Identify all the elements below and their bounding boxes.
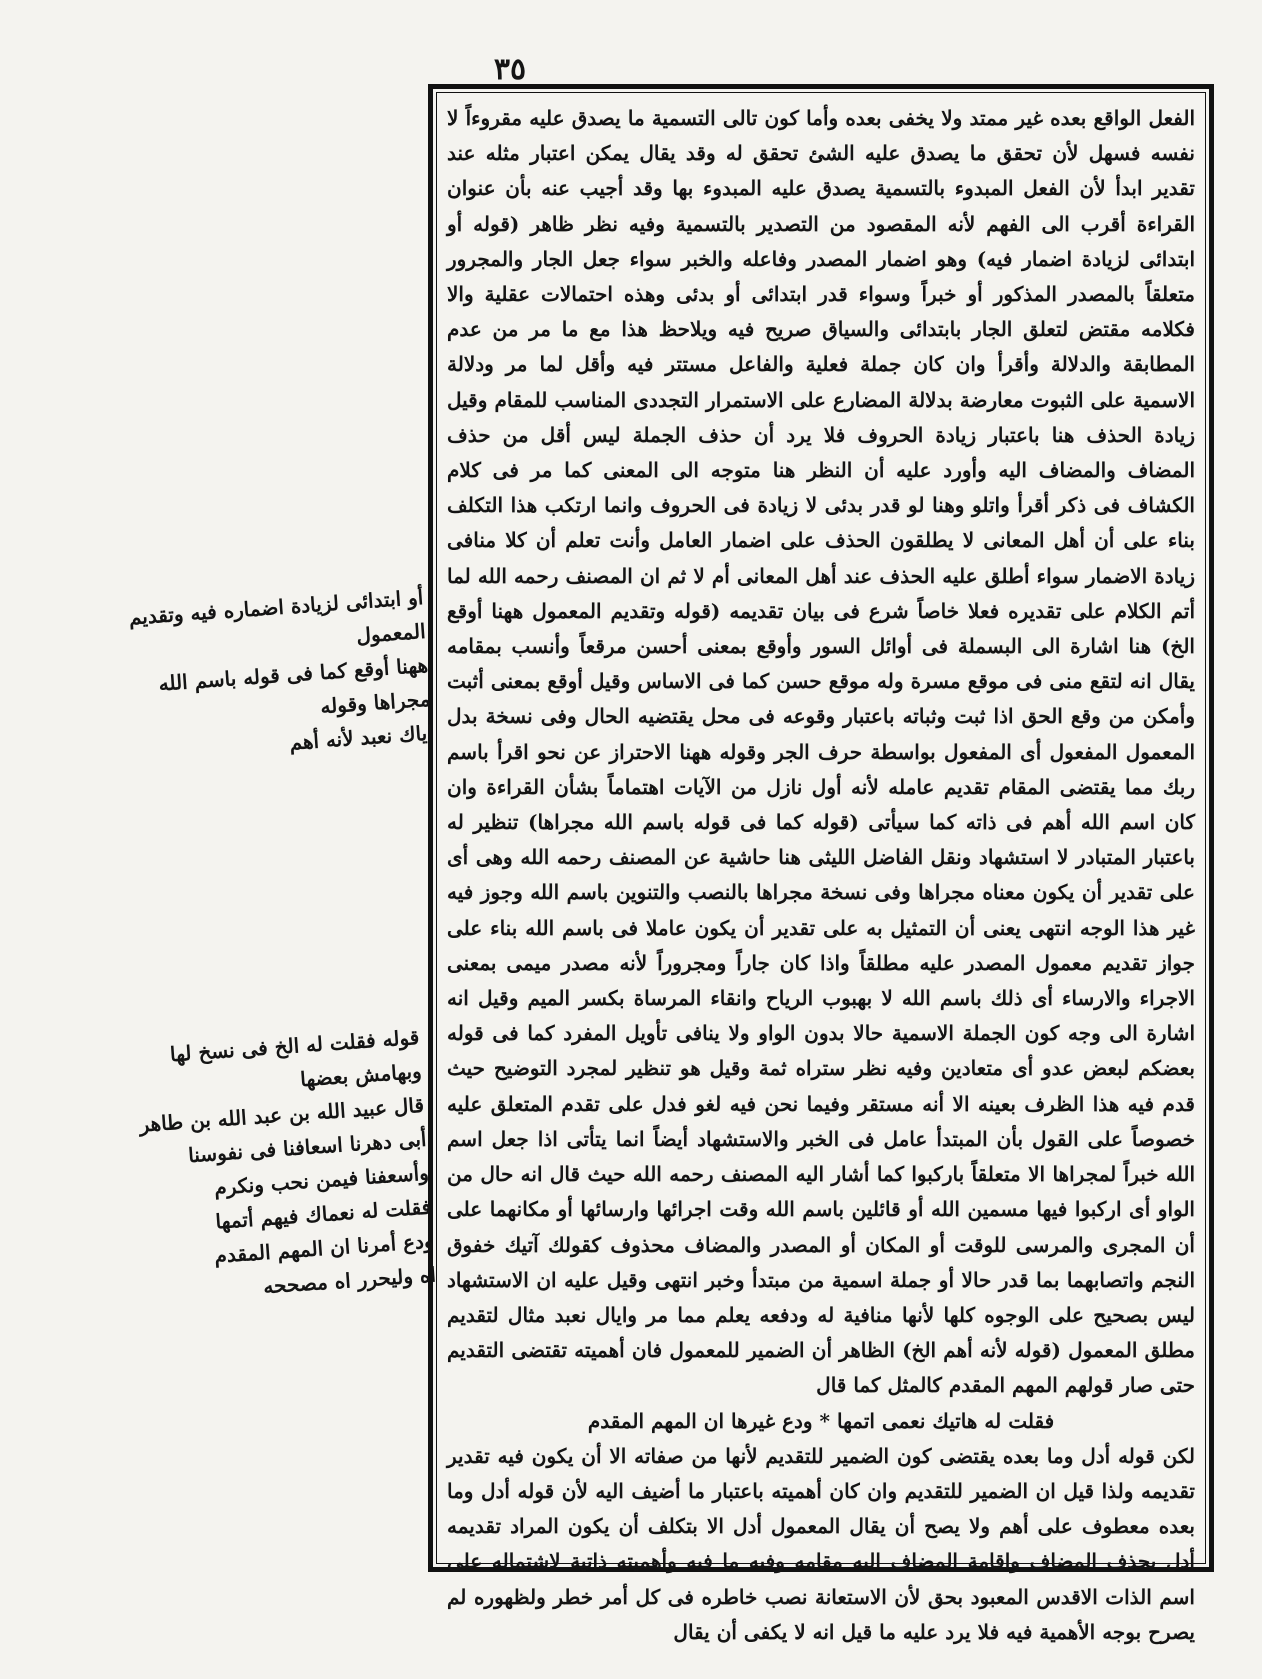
margin-note-line: اه وليحرر اه مصححه xyxy=(262,1262,437,1299)
closing-paragraph: لكن قوله أدل وما بعده يقتضى كون الضمير للتقديم لأنها من صفاته الا أن يكون فيه تقدير تقديمه ولذا قيل ان الضمير للتقديم وان كان أهميته باعتبار ما أضيف اليه لأن قوله أدل وما بعده معطوف على أهم ولا يصح أن يقال المعمول أدل الا بتكلف أن يكون المراد تقديمه أدل بحذف المضاف واقامة المضاف اليه مقامه وفيه ما فيه وأهميته ذاتية لاشتماله على اسم الذات الاقدس المعبود بحق لأن الاستعانة نصب خاطره فى كل أمر خطر ولظهوره لم يصرح بوجه الأهمية فيه فلا يرد عليه ما قيل انه لا يكفى أن يقال xyxy=(447,1443,1195,1644)
margin-note-line: ودع أمرنا ان المهم المقدم xyxy=(213,1228,435,1268)
margin-note-line: فقلت له نعماك فيهم أتمها xyxy=(214,1194,432,1234)
verse-line: فقلت له هاتيك نعمى اتمها * ودع غيرها ان المهم المقدم xyxy=(587,1408,1055,1433)
margin-note-line: أبى دهرنا اسعافنا فى نفوسنا xyxy=(187,1126,428,1168)
main-commentary xyxy=(447,101,1195,1650)
text-frame xyxy=(428,84,1214,1644)
margin-note-line: أو ابتدائى لزيادة اضماره فيه وتقديم المعمول xyxy=(128,584,427,648)
margin-note-line: قال عبيد الله بن عبد الله بن طاهر xyxy=(138,1092,425,1137)
main-paragraph: الفعل الواقع بعده غير ممتد ولا يخفى بعده وأما كون تالى التسمية ما يصدق عليه مقروءاً لا نفسه فسهل لأن تحقق ما يصدق عليه الشئ تحقق له وقد يقال يمكن اعتبار مثله عند تقدير ابدأ لأن الفعل المبدوء بالتسمية يصدق عليه المبدوء بها وقد أجيب عنه بأن عنوان القراءة أقرب الى الفهم لأنه المقصود من التصدير بالتسمية وفيه نظر ظاهر (قوله أو ابتدائى لزيادة اضمار فيه) وهو اضمار المصدر وفاعله والخبر سواء جعل الجار والمجرور متعلقاً بالمصدر المذكور أو خبراً وسواء قدر ابتدائى أو بدئى وهذه احتمالات عقلية والا فكلامه مقتض لتعلق الجار بابتدائى والسياق صريح فيه ويلاحظ هذا مع ما مر من عدم المطابقة والدلالة وأقرأ وان كان جملة فعلية والفاعل مستتر فيه وأقل لما مر ودلالة الاسمية على الثبوت معارضة بدلالة المضارع على الاستمرار التجددى المناسب للمقام وقيل زيادة الحذف هنا باعتبار زيادة الحروف فلا يرد أن حذف الجملة ليس أقل من حذف المضاف والمضاف اليه وأورد عليه أن النظر هنا متوجه الى المعنى كما مر فى كلام الكشاف فى ذكر أقرأ واتلو وهنا لو قدر بدئى لا زيادة فى الحروف وانما ارتكب هذا التكلف بناء على أن أهل المعانى لا يطلقون الحذف على اضمار العامل وأنت تعلم أن كلا منافى زيادة الاضمار سواء أطلق عليه الحذف عند أهل المعانى أم لا ثم ان المصنف رحمه الله لما أتم الكلام على تقديره فعلا خاصاً شرع فى بيان تقديمه (قوله وتقديم المعمول ههنا أوقع الخ) هنا اشارة الى البسملة فى أوائل السور وأوقع بمعنى أحسن مرقعاً وأنسب بمقامه يقال انه لتقع منى فى موقع مسرة وله موقع حسن كما فى الاساس وقيل أوقع بمعنى أثبت وأمكن من وقع الحق اذا ثبت وثباته باعتبار وقوعه فى محل يقتضيه الحال وفى نسخة بدل المعمول المفعول أى المفعول بواسطة حرف الجر وقوله ههنا الاحتراز عن نحو اقرأ باسم ربك مما يقتضى المقام تقديم عامله لأنه أول نازل من الآيات اهتماماً بشأن القراءة وان كان اسم الله أهم فى ذاته كما سيأتى (قوله كما فى قوله باسم الله مجراها) تنظير له باعتبار المتبادر لا استشهاد ونقل الفاضل الليثى هنا حاشية عن المصنف رحمه الله وهى أى على تقدير أن يكون معناه مجراها وفى نسخة مجراها بالنصب والتنوين باسم الله وجوز فيه غير هذا الوجه انتهى يعنى أن التمثيل به على تقدير أن يكون عاملا فى باسم الله بناء على جواز تقديم معمول المصدر عليه مطلقاً واذا كان جاراً ومجروراً لأنه مصدر ميمى بمعنى الاجراء والارساء أى ذلك باسم الله لا بهبوب الرياح وانقاء المرساة بكسر الميم وقيل انه اشارة الى وجه كون الجملة الاسمية حالا بدون الواو ولا ينافى تأويل المفرد كما فى قوله بعضكم لبعض عدو أى متعادين وفيه نظر ستراه ثمة وقيل هو تنظير لمجرد التوضيح حيث قدم فيه هذا الظرف بعينه الا أنه مستقر وفيما نحن فيه لغو فدل على تقدم المتعلق عليه خصوصاً على القول بأن المبتدأ عامل فى الخبر والاستشهاد أيضاً انما يتأتى اذا جعل اسم الله خبراً لمجراها الا متعلقاً باركبوا كما أشار اليه المصنف رحمه الله حيث قال انه حال من الواو أى اركبوا فيها مسمين الله أو قائلين باسم الله وقت اجرائها وارسائها أو مكانهما على أن المجرى والمرسى للوقت أو المكان أو المصدر والمضاف محذوف كقولك آتيك خفوق النجم واتصابهما بما قدر حالا أو جملة اسمية من مبتدأ وخبر انتهى وقيل عليه ان الاستشهاد ليس بصحيح على الوجوه كلها لأنها منافية له ودفعه يعلم مما مر وايال نعبد مثال لتقديم مطلق المعمول (قوله لأنه أهم الخ) الظاهر أن الضمير للمعمول فان أهميته تقتضى التقديم حتى صار قولهم المهم المقدم كالمثل كما قال xyxy=(447,106,1195,1398)
margin-note-line: وأسعفنا فيمن نحب ونكرم xyxy=(213,1160,430,1200)
text-frame-inner xyxy=(436,92,1206,1644)
margin-note-line: اياك نعبد لأنه أهم xyxy=(288,720,434,755)
margin-note-line: ههنا أوقع كما فى قوله باسم الله مجراها وقوله xyxy=(157,652,432,719)
margin-note-upper xyxy=(113,580,434,771)
page-number: ٣٥ xyxy=(493,52,527,87)
margin-note-lower xyxy=(99,1020,437,1314)
margin-note-line: قوله فقلت له الخ فى نسخ لها وبهامش بعضها xyxy=(169,1024,423,1092)
